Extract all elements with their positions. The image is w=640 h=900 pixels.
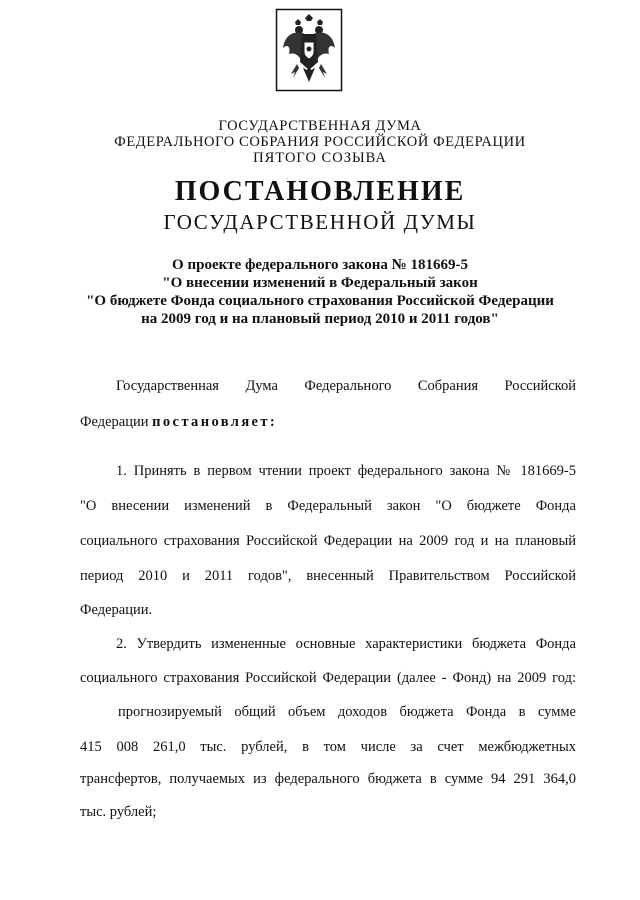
point1-line: "О внесении изменений в Федеральный закон "О бюджете Фонда bbox=[80, 498, 576, 514]
point1-line: 1. Принять в первом чтении проект федерального закона № 181669-5 bbox=[116, 463, 576, 479]
header-line-convocation: ПЯТОГО СОЗЫВА bbox=[253, 150, 387, 166]
subject-line: "О бюджете Фонда социального страхования Российской Федерации bbox=[86, 293, 554, 309]
document-subtitle: ГОСУДАРСТВЕННОЙ ДУМЫ bbox=[163, 210, 477, 234]
preamble-line bbox=[80, 412, 576, 432]
state-emblem bbox=[275, 8, 343, 92]
double-headed-eagle-icon bbox=[275, 8, 343, 92]
point2-line: социального страхования Российской Федерации (далее - Фонд) на 2009 год: bbox=[80, 670, 576, 686]
income-line: 415 008 261,0 тыс. рублей, в том числе за счет межбюджетных bbox=[80, 739, 576, 755]
income-line: прогнозируемый общий объем доходов бюджета Фонда в сумме bbox=[118, 704, 576, 720]
point1-line: социального страхования Российской Федерации на 2009 год и на плановый bbox=[80, 533, 576, 549]
subject-line: на 2009 год и на плановый период 2010 и 2011 годов" bbox=[141, 311, 499, 327]
point2-line: 2. Утвердить измененные основные характеристики бюджета Фонда bbox=[116, 636, 576, 652]
income-line: трансфертов, получаемых из федерального бюджета в сумме 94 291 364,0 bbox=[80, 771, 576, 787]
point1-line: Федерации. bbox=[80, 602, 153, 618]
document-title: ПОСТАНОВЛЕНИЕ bbox=[174, 176, 466, 207]
resolves-word: постановляет: bbox=[152, 414, 278, 430]
preamble-line: Государственная Дума Федерального Собрания Российской bbox=[116, 378, 576, 394]
point1-line: период 2010 и 2011 годов", внесенный Правительством Российской bbox=[80, 568, 576, 584]
subject-line: О проекте федерального закона № 181669-5 bbox=[172, 257, 468, 273]
preamble-lead: Федерации bbox=[80, 414, 153, 430]
income-line: тыс. рублей; bbox=[80, 804, 157, 820]
header-line-assembly: ФЕДЕРАЛЬНОГО СОБРАНИЯ РОССИЙСКОЙ ФЕДЕРАЦИИ bbox=[114, 134, 526, 150]
header-line-duma: ГОСУДАРСТВЕННАЯ ДУМА bbox=[218, 118, 422, 134]
subject-line: "О внесении изменений в Федеральный закон bbox=[162, 275, 478, 291]
